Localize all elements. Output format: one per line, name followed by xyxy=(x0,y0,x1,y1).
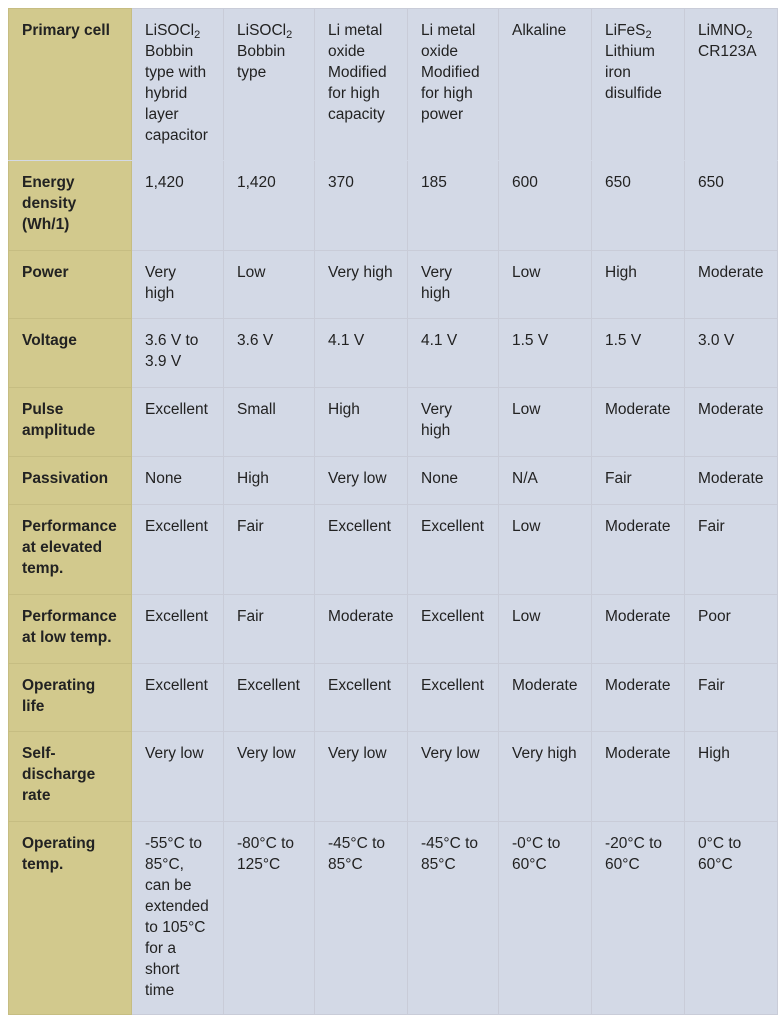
table-cell xyxy=(408,251,499,319)
table-cell xyxy=(499,251,592,319)
chemical-formula xyxy=(145,20,215,41)
cell-line: 3.9 V xyxy=(145,353,182,370)
column-header-line: disulfide xyxy=(605,85,662,102)
table-cell xyxy=(132,457,224,505)
row-label-line: Operating xyxy=(22,835,96,852)
row-label xyxy=(9,319,132,388)
row-label-line: density xyxy=(22,195,77,212)
table-cell xyxy=(685,251,778,319)
cell-line: -80°C to xyxy=(237,835,295,852)
chemical-formula xyxy=(605,20,676,41)
row-label-line: rate xyxy=(22,787,51,804)
cell-line: 650 xyxy=(605,174,631,191)
cell-line: Excellent xyxy=(145,677,208,694)
cell-line: 60°C xyxy=(512,856,547,873)
table-cell xyxy=(315,595,408,664)
table-cell xyxy=(408,595,499,664)
table-cell xyxy=(315,388,408,457)
table-cell xyxy=(592,822,685,1015)
cell-line: Moderate xyxy=(512,677,578,694)
table-cell xyxy=(315,664,408,732)
cell-line: Excellent xyxy=(145,401,208,418)
column-header-line: Bobbin xyxy=(237,43,286,60)
table-cell xyxy=(685,822,778,1015)
column-header-line: Lithium xyxy=(605,43,655,60)
cell-line: high xyxy=(421,422,451,439)
row-label-line: Voltage xyxy=(22,332,77,349)
column-header-line: iron xyxy=(605,64,631,81)
cell-line: 125°C xyxy=(237,856,281,873)
table-cell xyxy=(132,505,224,595)
cell-line: 1,420 xyxy=(145,174,184,191)
row-label xyxy=(9,161,132,251)
table-cell xyxy=(499,595,592,664)
table-cell xyxy=(315,457,408,505)
row-label-line: amplitude xyxy=(22,422,96,439)
formula-base: LiSOCl xyxy=(145,22,195,39)
formula-subscript: 2 xyxy=(194,29,201,41)
cell-line: 370 xyxy=(328,174,354,191)
table-cell xyxy=(592,595,685,664)
row-label-line: temp. xyxy=(22,856,64,873)
column-header-line: Modified xyxy=(421,64,480,81)
cell-line: Low xyxy=(237,264,266,281)
cell-line: Low xyxy=(512,401,541,418)
cell-line: 4.1 V xyxy=(421,332,458,349)
table-cell xyxy=(499,664,592,732)
column-header-line: Bobbin xyxy=(145,43,194,60)
cell-line: high xyxy=(145,285,175,302)
cell-line: 4.1 V xyxy=(328,332,365,349)
table-cell xyxy=(132,664,224,732)
cell-line: Very low xyxy=(237,745,296,762)
table-cell xyxy=(685,388,778,457)
cell-line: Moderate xyxy=(605,745,671,762)
cell-line: Excellent xyxy=(328,677,391,694)
cell-line: time xyxy=(145,982,175,999)
row-label-line: Performance xyxy=(22,608,117,625)
table-cell xyxy=(315,732,408,822)
table-cell xyxy=(224,505,315,595)
cell-line: Excellent xyxy=(237,677,300,694)
table-row xyxy=(9,505,778,595)
column-header-line: type xyxy=(237,64,267,81)
table-cell xyxy=(592,732,685,822)
cell-line: high xyxy=(421,285,451,302)
table-row xyxy=(9,732,778,822)
cell-line: Fair xyxy=(237,518,264,535)
table-cell xyxy=(685,505,778,595)
cell-line: 3.0 V xyxy=(698,332,735,349)
table-cell xyxy=(685,161,778,251)
column-header-line: for high xyxy=(328,85,380,102)
column-header-3 xyxy=(315,9,408,161)
cell-line: Very high xyxy=(328,264,393,281)
row-label-line: temp. xyxy=(22,560,64,577)
table-cell xyxy=(408,457,499,505)
table-cell xyxy=(224,251,315,319)
table-row xyxy=(9,595,778,664)
row-label-line: discharge xyxy=(22,766,96,783)
column-header-7 xyxy=(685,9,778,161)
table-cell xyxy=(315,319,408,388)
cell-line: 3.6 V to xyxy=(145,332,199,349)
table-cell xyxy=(592,161,685,251)
row-label-line: at elevated xyxy=(22,539,103,556)
table-cell xyxy=(408,732,499,822)
table-cell xyxy=(224,161,315,251)
row-label-line: Operating xyxy=(22,677,96,694)
cell-line: for a xyxy=(145,940,177,957)
row-label xyxy=(9,505,132,595)
cell-line: Low xyxy=(512,608,541,625)
table-cell xyxy=(592,319,685,388)
table-cell xyxy=(224,388,315,457)
column-header-1 xyxy=(132,9,224,161)
row-label-line: Performance xyxy=(22,518,117,535)
cell-line: Fair xyxy=(605,470,632,487)
cell-line: None xyxy=(421,470,459,487)
row-label-line: at low temp. xyxy=(22,629,112,646)
row-label-line: Pulse xyxy=(22,401,64,418)
cell-line: None xyxy=(145,470,183,487)
row-label xyxy=(9,457,132,505)
cell-line: Very low xyxy=(328,470,387,487)
cell-line: -55°C to xyxy=(145,835,203,852)
cell-line: can be xyxy=(145,877,192,894)
cell-line: Moderate xyxy=(605,608,671,625)
cell-line: Very low xyxy=(328,745,387,762)
table-cell xyxy=(592,505,685,595)
cell-line: Moderate xyxy=(605,401,671,418)
cell-line: Moderate xyxy=(698,401,764,418)
table-row xyxy=(9,822,778,1015)
column-header-line: for high xyxy=(421,85,473,102)
column-header-line: layer xyxy=(145,106,179,123)
table-cell xyxy=(408,664,499,732)
cell-line: 60°C xyxy=(698,856,733,873)
cell-line: Low xyxy=(512,518,541,535)
table-cell xyxy=(315,251,408,319)
battery-comparison-table xyxy=(8,8,778,1015)
table-cell xyxy=(499,822,592,1015)
table-cell xyxy=(224,822,315,1015)
row-label xyxy=(9,822,132,1015)
cell-line: Moderate xyxy=(328,608,394,625)
row-header-label xyxy=(9,9,132,161)
cell-line: Excellent xyxy=(421,608,484,625)
cell-line: Moderate xyxy=(605,677,671,694)
table-cell xyxy=(408,505,499,595)
column-header-4 xyxy=(408,9,499,161)
table-cell xyxy=(315,161,408,251)
cell-line: Excellent xyxy=(421,677,484,694)
column-header-line: capacity xyxy=(328,106,385,123)
table-cell xyxy=(224,664,315,732)
table-cell xyxy=(685,732,778,822)
table-cell xyxy=(685,595,778,664)
table-row xyxy=(9,319,778,388)
table-cell xyxy=(224,319,315,388)
table-cell xyxy=(685,319,778,388)
cell-line: -0°C to xyxy=(512,835,561,852)
table-cell xyxy=(132,251,224,319)
cell-line: High xyxy=(698,745,730,762)
table-cell xyxy=(132,822,224,1015)
cell-line: to 105°C xyxy=(145,919,206,936)
table-cell xyxy=(499,388,592,457)
row-header-text: Primary cell xyxy=(22,22,110,39)
table-cell xyxy=(315,505,408,595)
table-cell xyxy=(685,457,778,505)
cell-line: extended xyxy=(145,898,209,915)
cell-line: 600 xyxy=(512,174,538,191)
cell-line: High xyxy=(328,401,360,418)
table-cell xyxy=(499,457,592,505)
column-header-line: type with xyxy=(145,64,207,81)
cell-line: Moderate xyxy=(698,264,764,281)
chemical-formula xyxy=(237,20,306,41)
table-row xyxy=(9,251,778,319)
formula-subscript: 2 xyxy=(645,29,652,41)
table-cell xyxy=(499,161,592,251)
cell-line: Moderate xyxy=(605,518,671,535)
table-cell xyxy=(408,319,499,388)
table-cell xyxy=(592,251,685,319)
table-cell xyxy=(132,319,224,388)
column-header-line: power xyxy=(421,106,464,123)
cell-line: -45°C to xyxy=(421,835,479,852)
cell-line: 85°C xyxy=(421,856,456,873)
table-row xyxy=(9,161,778,251)
cell-line: Excellent xyxy=(421,518,484,535)
row-label-line: (Wh/1) xyxy=(22,216,70,233)
formula-base: LiMNO xyxy=(698,22,747,39)
cell-line: 3.6 V xyxy=(237,332,274,349)
table-cell xyxy=(224,457,315,505)
row-label xyxy=(9,251,132,319)
table-cell xyxy=(592,388,685,457)
cell-line: Excellent xyxy=(328,518,391,535)
column-header-line: Alkaline xyxy=(512,22,567,39)
table-cell xyxy=(224,732,315,822)
cell-line: Low xyxy=(512,264,541,281)
row-label xyxy=(9,664,132,732)
table-cell xyxy=(408,822,499,1015)
cell-line: Very xyxy=(421,264,453,281)
formula-base: LiSOCl xyxy=(237,22,287,39)
cell-line: -45°C to xyxy=(328,835,386,852)
column-header-2 xyxy=(224,9,315,161)
cell-line: 85°C xyxy=(328,856,363,873)
table-cell xyxy=(132,388,224,457)
row-label xyxy=(9,388,132,457)
table-cell xyxy=(132,732,224,822)
row-label-line: Power xyxy=(22,264,69,281)
table-cell xyxy=(408,161,499,251)
cell-line: 185 xyxy=(421,174,447,191)
cell-line: Very xyxy=(145,264,177,281)
column-header-line: oxide xyxy=(328,43,366,60)
cell-line: -20°C to xyxy=(605,835,663,852)
cell-line: 1,420 xyxy=(237,174,276,191)
table-cell xyxy=(592,457,685,505)
cell-line: N/A xyxy=(512,470,538,487)
row-label-line: Energy xyxy=(22,174,75,191)
cell-line: High xyxy=(237,470,269,487)
row-label-line: life xyxy=(22,698,45,715)
header-row xyxy=(9,9,778,161)
cell-line: Very high xyxy=(512,745,577,762)
cell-line: High xyxy=(605,264,637,281)
table-cell xyxy=(315,822,408,1015)
cell-line: 85°C, xyxy=(145,856,184,873)
row-label xyxy=(9,595,132,664)
chemical-formula xyxy=(698,20,769,41)
table-cell xyxy=(132,595,224,664)
column-header-line: Li metal xyxy=(421,22,476,39)
cell-line: 0°C to xyxy=(698,835,742,852)
cell-line: Fair xyxy=(698,677,725,694)
formula-subscript: 2 xyxy=(746,29,753,41)
cell-line: 650 xyxy=(698,174,724,191)
column-header-line: CR123A xyxy=(698,43,757,60)
table-row xyxy=(9,388,778,457)
column-header-line: hybrid xyxy=(145,85,188,102)
row-label-line: Passivation xyxy=(22,470,109,487)
cell-line: Very xyxy=(421,401,453,418)
column-header-5 xyxy=(499,9,592,161)
cell-line: 60°C xyxy=(605,856,640,873)
cell-line: Fair xyxy=(698,518,725,535)
column-header-line: Modified xyxy=(328,64,387,81)
row-label xyxy=(9,732,132,822)
cell-line: Small xyxy=(237,401,276,418)
formula-base: LiFeS xyxy=(605,22,646,39)
row-label-line: Self- xyxy=(22,745,56,762)
cell-line: Poor xyxy=(698,608,731,625)
table-cell xyxy=(499,319,592,388)
column-header-line: oxide xyxy=(421,43,459,60)
cell-line: short xyxy=(145,961,180,978)
formula-subscript: 2 xyxy=(286,29,293,41)
table-cell xyxy=(592,664,685,732)
cell-line: Very low xyxy=(421,745,480,762)
table-cell xyxy=(408,388,499,457)
cell-line: Fair xyxy=(237,608,264,625)
column-header-line: Li metal xyxy=(328,22,383,39)
table-row xyxy=(9,457,778,505)
cell-line: Very low xyxy=(145,745,204,762)
cell-line: Excellent xyxy=(145,608,208,625)
cell-line: 1.5 V xyxy=(605,332,642,349)
table-cell xyxy=(224,595,315,664)
cell-line: 1.5 V xyxy=(512,332,549,349)
table-cell xyxy=(499,505,592,595)
column-header-6 xyxy=(592,9,685,161)
cell-line: Moderate xyxy=(698,470,764,487)
table-cell xyxy=(685,664,778,732)
cell-line: Excellent xyxy=(145,518,208,535)
table-cell xyxy=(132,161,224,251)
column-header-line: capacitor xyxy=(145,127,208,144)
table-cell xyxy=(499,732,592,822)
table-row xyxy=(9,664,778,732)
